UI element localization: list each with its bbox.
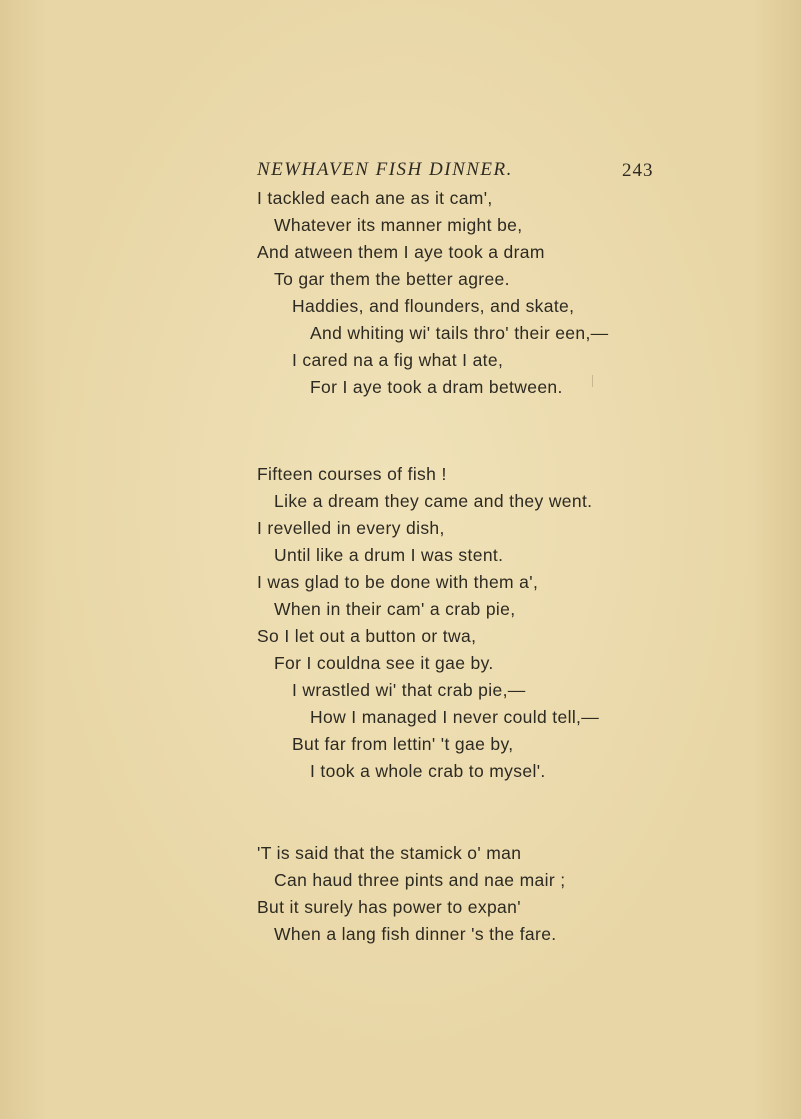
poem-line: Like a dream they came and they went. bbox=[274, 491, 593, 511]
poem-line: And atween them I aye took a dram bbox=[257, 242, 545, 262]
poem-line: When in their cam' a crab pie, bbox=[274, 599, 516, 619]
paper-blemish bbox=[592, 375, 597, 387]
page-number: 243 bbox=[622, 160, 654, 181]
poem-line: I took a whole crab to mysel'. bbox=[310, 761, 546, 781]
poem-line: And whiting wi' tails thro' their een,— bbox=[310, 323, 609, 343]
poem-line: 'T is said that the stamick o' man bbox=[257, 843, 522, 863]
poem-line: When a lang fish dinner 's the fare. bbox=[274, 924, 557, 944]
poem-line: I cared na a fig what I ate, bbox=[292, 350, 504, 370]
poem-line: I was glad to be done with them a', bbox=[257, 572, 539, 592]
poem-line: To gar them the better agree. bbox=[274, 269, 510, 289]
poem-line: But far from lettin' 't gae by, bbox=[292, 734, 514, 754]
poem-line: For I couldna see it gae by. bbox=[274, 653, 494, 673]
poem-line: So I let out a button or twa, bbox=[257, 626, 477, 646]
poem-line: But it surely has power to expan' bbox=[257, 897, 521, 917]
poem-line: Haddies, and flounders, and skate, bbox=[292, 296, 575, 316]
poem-line: How I managed I never could tell,— bbox=[310, 707, 600, 727]
poem-line: Fifteen courses of fish ! bbox=[257, 464, 447, 484]
running-title: NEWHAVEN FISH DINNER. bbox=[257, 159, 513, 180]
poem-line: Can haud three pints and nae mair ; bbox=[274, 870, 566, 890]
poem-line: For I aye took a dram between. bbox=[310, 377, 563, 397]
poem-line: I revelled in every dish, bbox=[257, 518, 445, 538]
poem-line: Until like a drum I was stent. bbox=[274, 545, 504, 565]
poem-line: I tackled each ane as it cam', bbox=[257, 188, 493, 208]
poem-line: Whatever its manner might be, bbox=[274, 215, 523, 235]
page-header bbox=[0, 159, 801, 189]
poem-line: I wrastled wi' that crab pie,— bbox=[292, 680, 526, 700]
